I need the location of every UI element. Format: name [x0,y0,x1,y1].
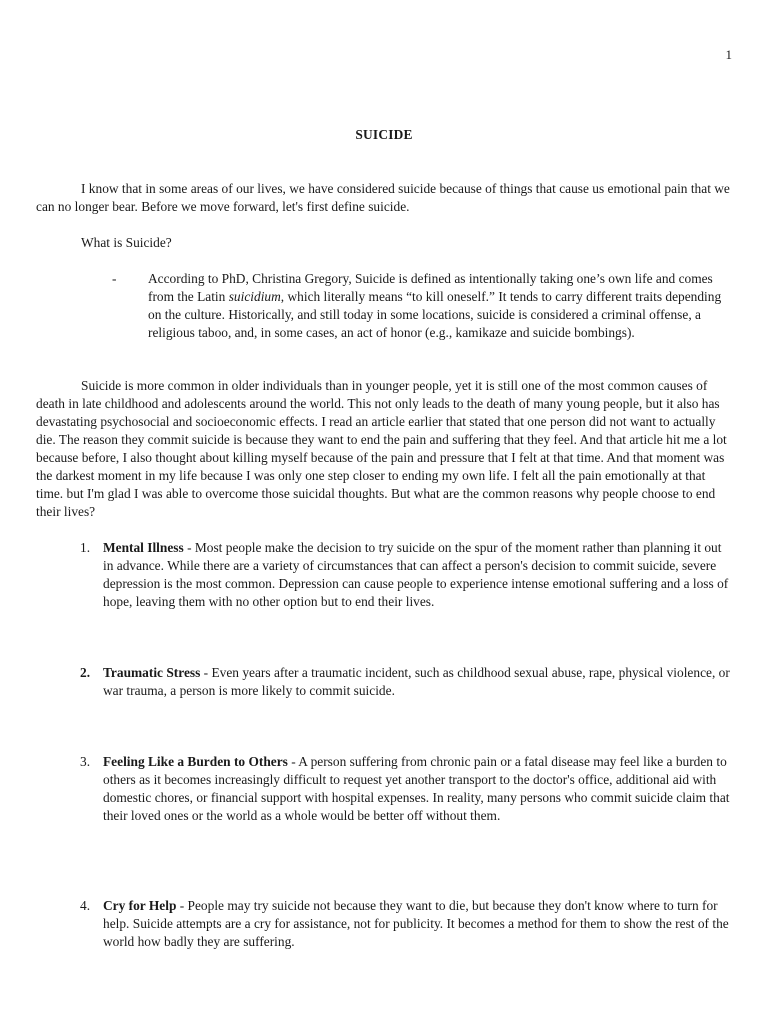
reason-text [103,539,734,611]
reason-number: 2. [80,665,91,680]
page-number: 1 [725,47,732,62]
body-paragraph: Suicide is more common in older individuals than in younger people, yet it is still one of the most common causes of death in late childhood and adolescents around the world. This not only leads to the death of many young people, but it also has devastating psychosocial and socioeconomic effects. I read an article earlier that stated that one person did not want to actually die. The reason they commit suicide is because they want to end the pain and suffering that they feel. And that article hit me a lot because before, I also thought about killing myself because of the pain and pressure that I felt at that time. And that moment was the darkest moment in my life because I was only one step closer to ending my own life. I felt all the pain emotionally at that time. but I'm glad I was able to overcome those suicidal thoughts. But what are the common reasons why people choose to end their lives? [36,378,727,519]
dash-marker: - [112,271,117,286]
latin-term: suicidium [228,289,281,304]
reason-heading: Mental Illness [103,540,184,555]
reason-item-1 [80,539,734,611]
reason-item-2 [80,664,734,700]
reason-item-4 [80,897,734,951]
reason-body: - Even years after a traumatic incident, such as childhood sexual abuse, rape, physical violence, or war trauma, a person is more likely to commit suicide. [103,665,730,698]
definition-item [112,270,734,342]
reason-body: - A person suffering from chronic pain or a fatal disease may feel like a burden to others as it becomes increasingly difficult to request yet another transport to the doctor's office, additional aid with domestic chores, or financial support with hospital expenses. In reality, many persons who commit suicide claim that their loved ones or the world as a whole would be better off without them. [103,754,730,823]
reason-number: 3. [80,754,91,769]
document-title: SUICIDE [355,127,413,142]
definition-text [148,270,734,342]
reason-body: - People may try suicide not because they want to die, but because they don't know where to turn for help. Suicide attempts are a cry for assistance, not for publicity. It becomes a method for them to show the rest of the world how badly they are suffering. [103,898,729,949]
definition-text-before: According to PhD, Christina Gregory, Suicide is defined as intentionally taking one’s own life and comes from the Latin [148,271,713,304]
reason-item-3 [80,753,734,825]
reason-body: - Most people make the decision to try suicide on the spur of the moment rather than planning it out in advance. While there are a variety of circumstances that can affect a person's decision to commit suicide, severe depression is the most common. Depression can cause people to experience intense emotional suffering and a loss of hope, leaving them with no other option but to end their lives. [103,540,729,609]
reason-heading: Traumatic Stress [103,665,201,680]
reason-text [103,664,734,700]
reason-text [103,753,734,825]
reason-heading: Feeling Like a Burden to Others [103,754,288,769]
reason-number: 4. [80,898,91,913]
reason-heading: Cry for Help [103,898,177,913]
definition-text-after: , which literally means “to kill oneself.” It tends to carry different traits depending on the culture. Historically, and still today in some locations, suicide is considered a criminal offense, a religious taboo, and, in some cases, an act of honor (e.g., kamikaze and suicide bombings). [148,289,722,340]
question-line: What is Suicide? [81,235,172,250]
reason-text [103,897,734,951]
reason-number: 1. [80,540,91,555]
intro-paragraph: I know that in some areas of our lives, we have considered suicide because of things that cause us emotional pain that we can no longer bear. Before we move forward, let's first define suicide. [36,181,730,214]
